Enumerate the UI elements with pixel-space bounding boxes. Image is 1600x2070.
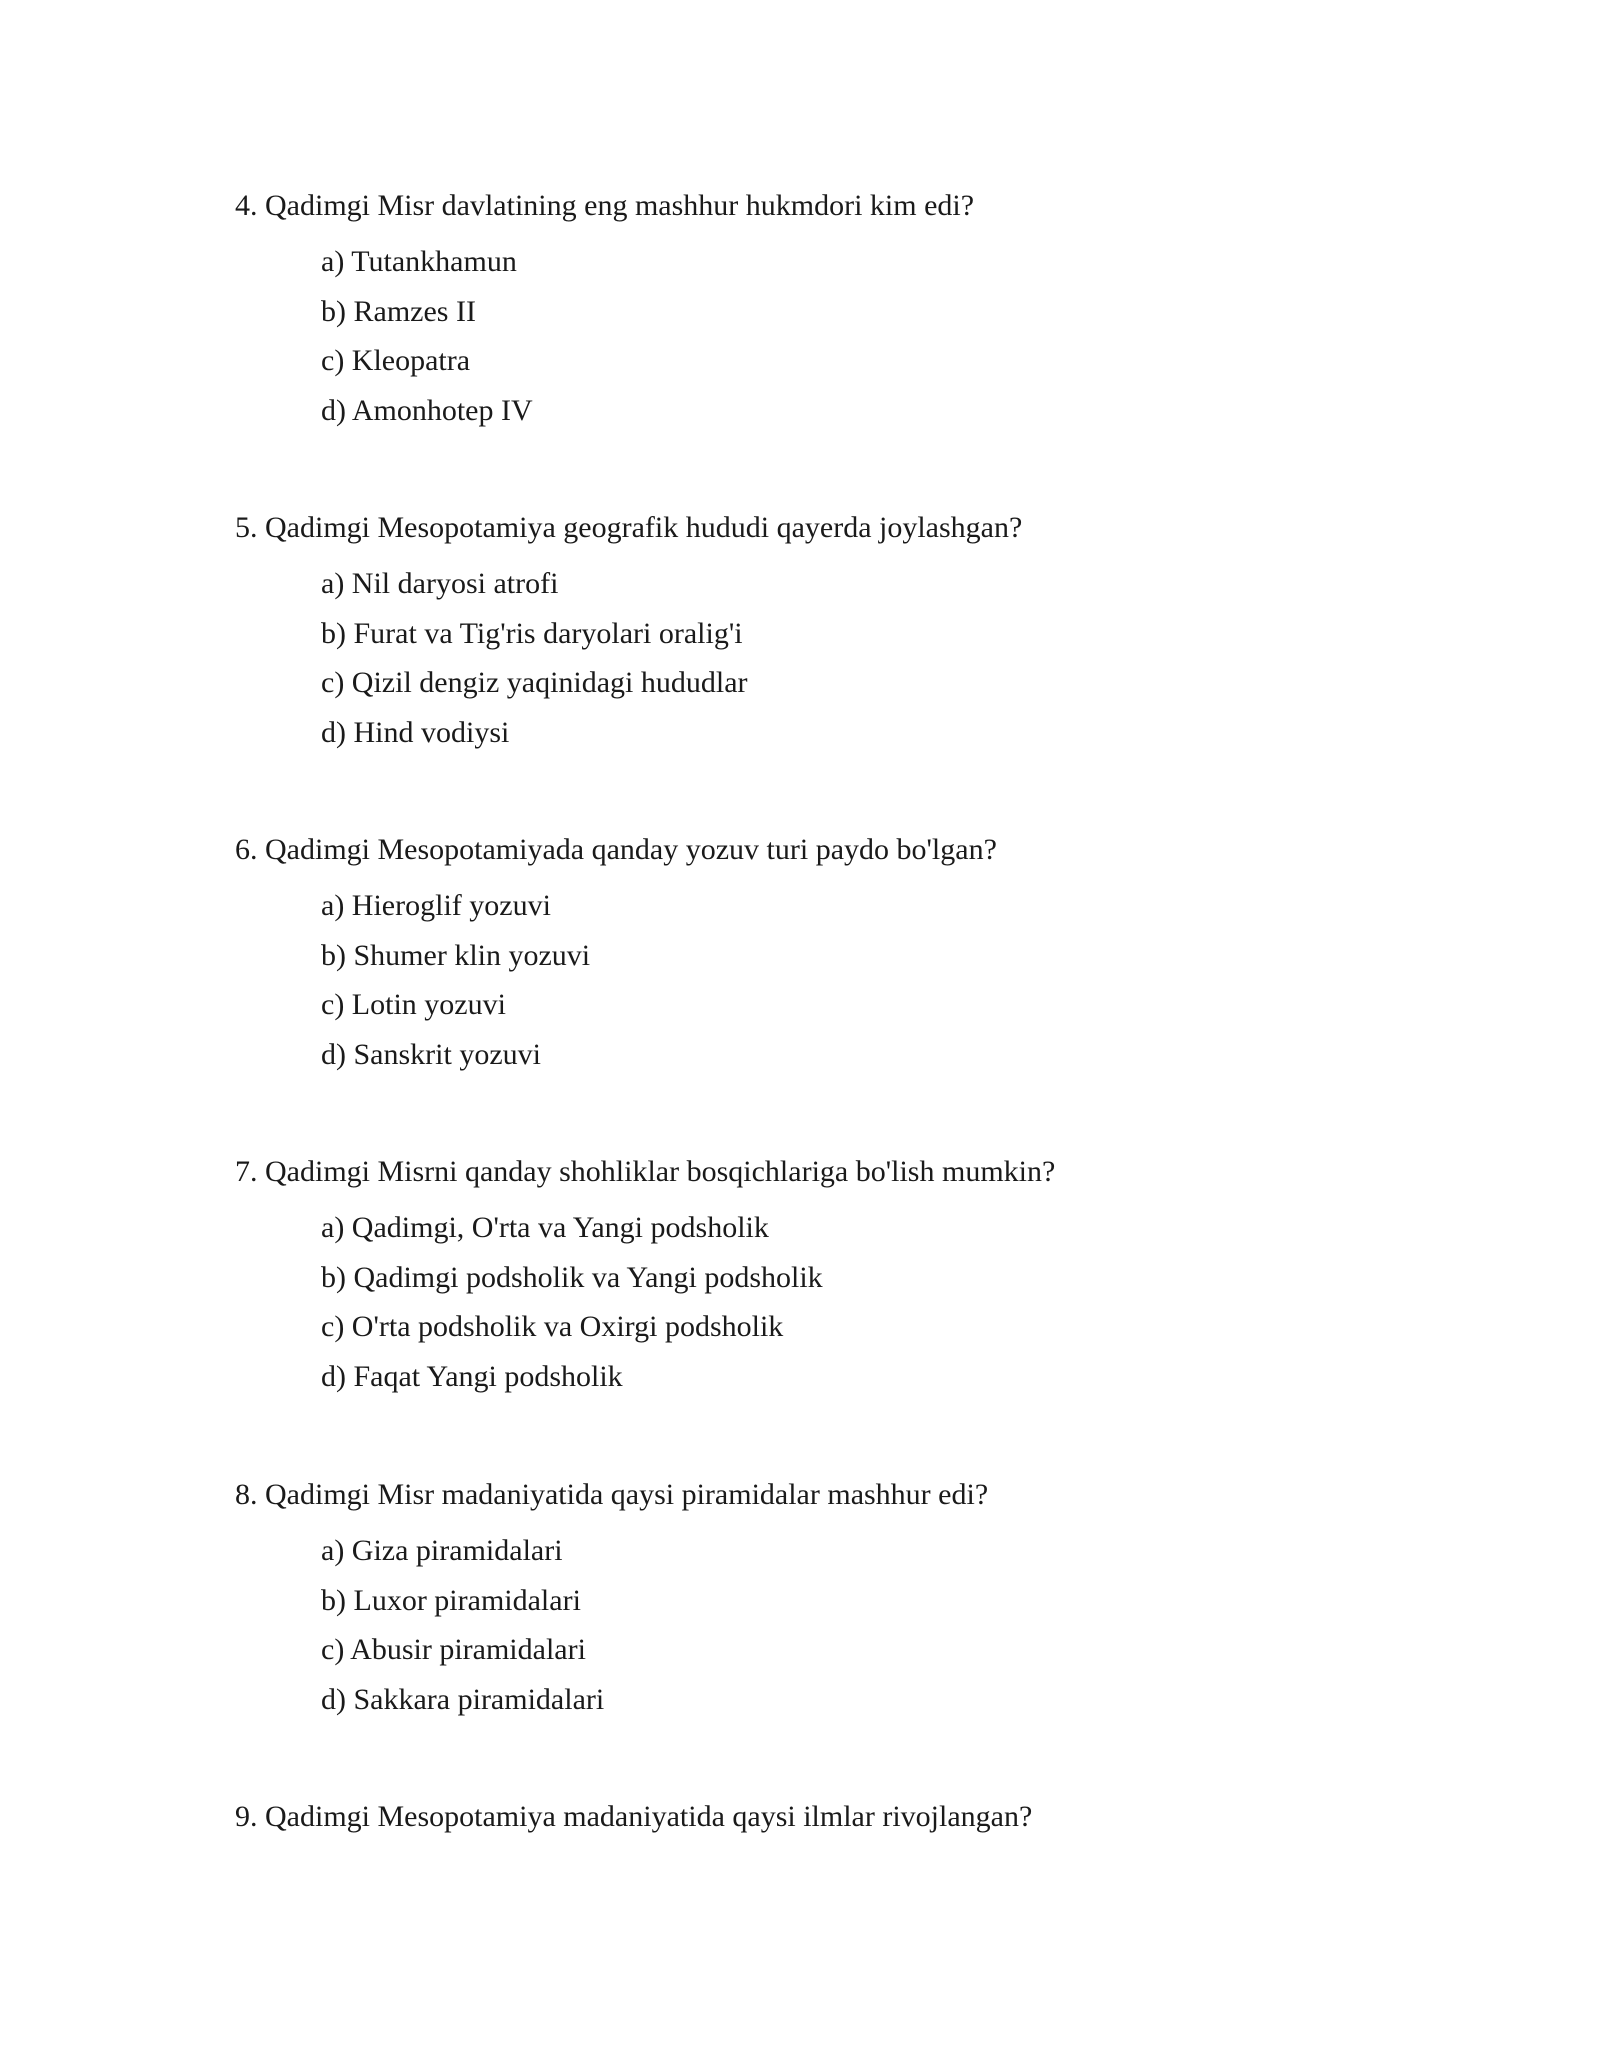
question-text: 8. Qadimgi Misr madaniyatida qaysi piramidalar mashhur edi? <box>235 1478 989 1511</box>
question-text: 5. Qadimgi Mesopotamiya geografik hududi qayerda joylashgan? <box>235 511 1023 544</box>
option-b: b) Luxor piramidalari <box>321 1583 581 1617</box>
option-c: c) Lotin yozuvi <box>321 988 506 1021</box>
question-text: 7. Qadimgi Misrni qanday shohliklar bosqichlariga bo'lish mumkin? <box>235 1155 1056 1188</box>
option-b: b) Shumer klin yozuvi <box>321 938 591 972</box>
question-7 <box>235 1154 1435 1408</box>
option-d: d) Amonhotep IV <box>321 393 533 427</box>
question-text: 4. Qadimgi Misr davlatining eng mashhur hukmdori kim edi? <box>235 189 975 222</box>
question-5 <box>235 510 1435 764</box>
question-9 <box>235 1799 1435 1835</box>
option-d: d) Sanskrit yozuvi <box>321 1037 541 1071</box>
option-a: a) Nil daryosi atrofi <box>321 567 559 600</box>
question-4 <box>235 188 1435 442</box>
option-c: c) Qizil dengiz yaqinidagi hududlar <box>321 666 748 699</box>
option-list <box>321 1533 1435 1731</box>
option-a: a) Tutankhamun <box>321 245 517 278</box>
question-6 <box>235 832 1435 1086</box>
option-c: c) Kleopatra <box>321 344 471 377</box>
option-list <box>321 566 1435 764</box>
question-text: 6. Qadimgi Mesopotamiyada qanday yozuv turi paydo bo'lgan? <box>235 833 997 866</box>
option-a: a) Giza piramidalari <box>321 1534 563 1567</box>
option-list <box>321 1210 1435 1408</box>
option-a: a) Hieroglif yozuvi <box>321 889 551 922</box>
option-c: c) O'rta podsholik va Oxirgi podsholik <box>321 1310 784 1343</box>
question-text: 9. Qadimgi Mesopotamiya madaniyatida qaysi ilmlar rivojlangan? <box>235 1800 1033 1833</box>
option-d: d) Sakkara piramidalari <box>321 1682 605 1716</box>
question-8 <box>235 1477 1435 1731</box>
option-b: b) Furat va Tig'ris daryolari oralig'i <box>321 616 743 650</box>
option-b: b) Qadimgi podsholik va Yangi podsholik <box>321 1260 823 1294</box>
option-b: b) Ramzes II <box>321 294 476 328</box>
option-d: d) Faqat Yangi podsholik <box>321 1359 623 1393</box>
option-list <box>321 888 1435 1086</box>
option-list <box>321 244 1435 442</box>
option-c: c) Abusir piramidalari <box>321 1633 586 1666</box>
option-a: a) Qadimgi, O'rta va Yangi podsholik <box>321 1211 769 1244</box>
option-d: d) Hind vodiysi <box>321 715 510 749</box>
